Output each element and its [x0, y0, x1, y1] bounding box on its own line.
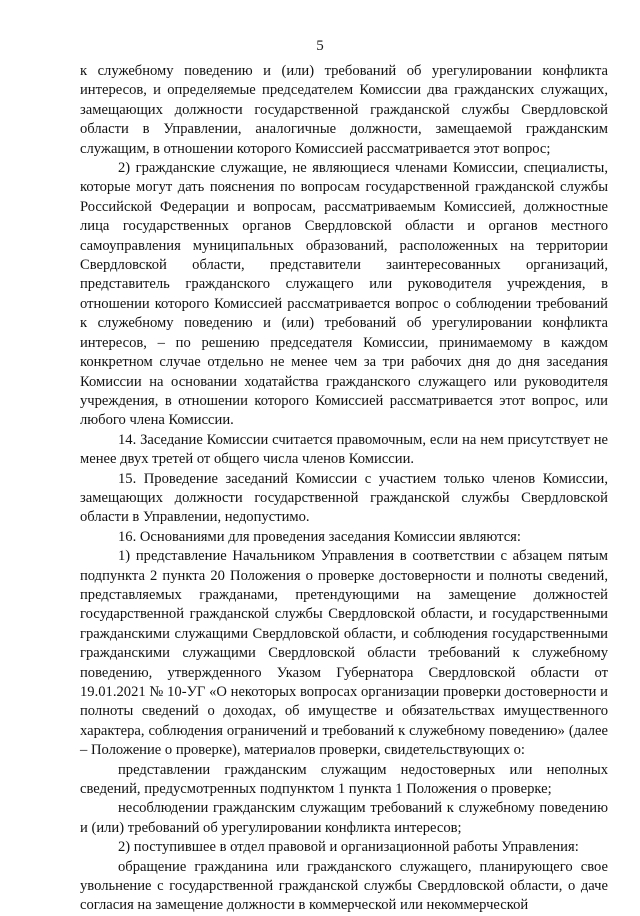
paragraph: обращение гражданина или гражданского служащего, планирующего свое увольнение с государственной гражданской службы Свердловской области, о даче согласия на замещение должности в коммерческой или некоммерческой [80, 858, 608, 914]
paragraph: 15. Проведение заседаний Комиссии с участием только членов Комиссии, замещающих должности государственной гражданской службы Свердловской области в Управлении, недопустимо. [80, 470, 608, 526]
paragraph: к служебному поведению и (или) требований об урегулировании конфликта интересов, и определяемые председателем Комиссии два гражданских служащих, замещающих должности государственной гражданской службы Свердловской области в Управлении, аналогичные должности, замещаемой гражданским служащим, в отношении которого Комиссией рассматривается этот вопрос; [80, 63, 608, 157]
paragraph: представлении гражданским служащим недостоверных или неполных сведений, предусмотренных подпунктом 1 пункта 1 Положения о проверке; [80, 761, 608, 798]
paragraph: 2) поступившее в отдел правовой и организационной работы Управления: [118, 839, 579, 856]
paragraph: 14. Заседание Комиссии считается правомочным, если на нем присутствует не менее двух третей от общего числа членов Комиссии. [80, 431, 608, 468]
paragraph: 16. Основаниями для проведения заседания Комиссии являются: [118, 528, 521, 545]
paragraph: 1) представление Начальником Управления в соответствии с абзацем пятым подпункта 2 пункта 20 Положения о проверке достоверности и полноты сведений, представляемых гражданами, претендующими на замещение должностей государственной гражданской службы Свердловской области, и государственными гражданскими служащими Свердловской области, и соблюдения государственными гражданскими служащими Свердловской области требований к служебному поведению, утвержденного Указом Губернатора Свердловской области от 19.01.2021 № 10-УГ «О некоторых вопросах организации проверки достоверности и полноты сведений о доходах, об имуществе и обязательствах имущественного характера, соблюдения ограничений и требований к служебному поведению» (далее – Положение о проверке), материалов проверки, свидетельствующих о: [80, 548, 608, 759]
paragraph: 2) гражданские служащие, не являющиеся членами Комиссии, специалисты, которые могут дать пояснения по вопросам государственной гражданской службы Российской Федерации и вопросам, рассматриваемым Комиссией, должностные лица государственных органов Свердловской области и органов местного самоуправления муниципальных образований, расположенных на территории Свердловской области, представители заинтересованных организаций, представитель гражданского служащего или руководителя учреждения, в отношении которого Комиссией рассматривается вопрос о соблюдении требований к служебному поведению и (или) требований об урегулировании конфликта интересов, – по решению председателя Комиссии, принимаемому в каждом конкретном случае отдельно не менее чем за три рабочих дня до дня заседания Комиссии на основании ходатайства гражданского служащего или руководителя учреждения, в отношении которого Комиссией рассматривается этот вопрос, или любого члена Комиссии. [80, 160, 608, 429]
page-number: 5 [316, 38, 324, 54]
paragraph: несоблюдении гражданским служащим требований к служебному поведению и (или) требований об урегулировании конфликта интересов; [80, 800, 608, 836]
document-body [80, 62, 608, 916]
